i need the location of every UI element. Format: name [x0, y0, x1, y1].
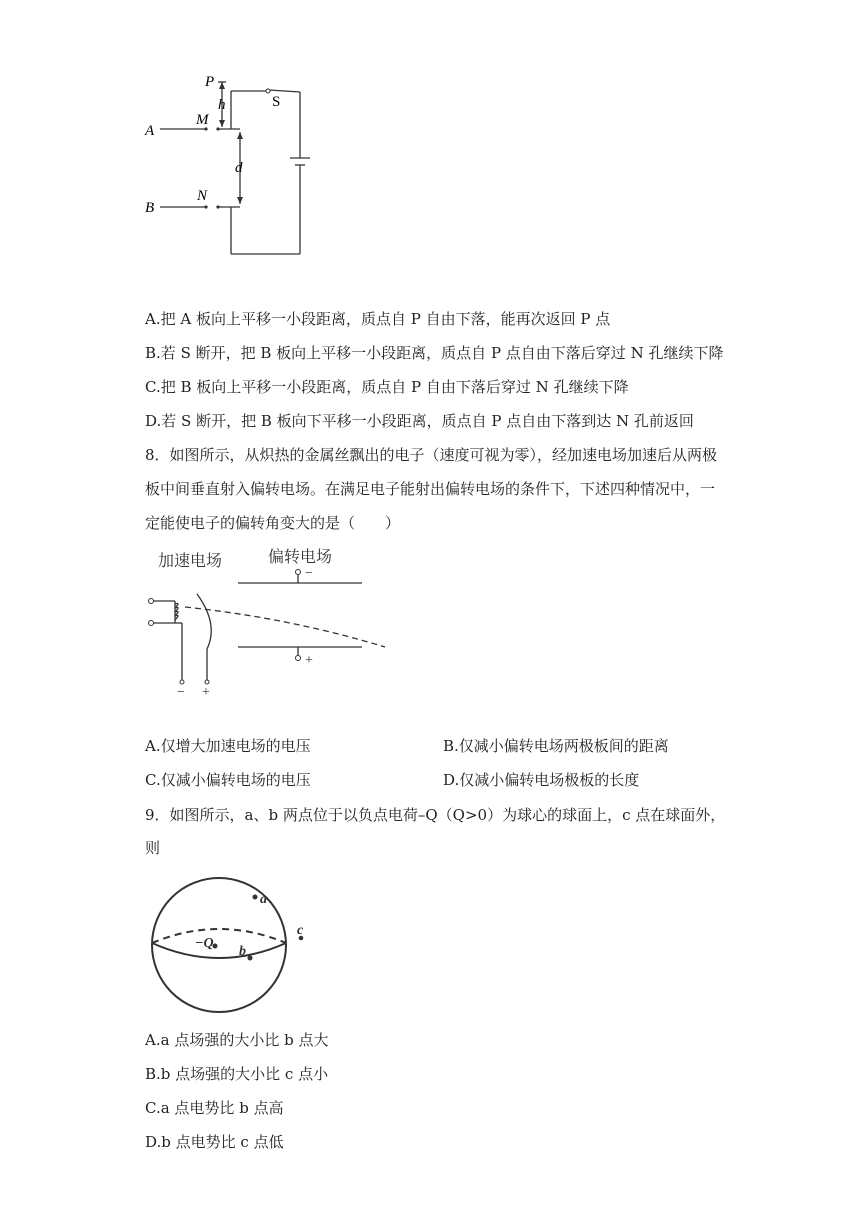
- label-deflect-field: 偏转电场: [268, 549, 333, 566]
- label-a: A: [145, 123, 155, 139]
- q8-stem-line-2: 板中间垂直射入偏转电场。在满足电子能射出偏转电场的条件下，下述四种情况中，一: [145, 480, 716, 498]
- label-plate-minus: −: [305, 566, 313, 581]
- q7-option-d: D.若 S 断开，把 B 板向下平移一小段距离，质点自 P 点自由下落到达 N 孔前返回: [145, 412, 694, 430]
- q8-option-a: A.仅增大加速电场的电压: [145, 737, 311, 755]
- q8-stem-line-1: 8．如图所示，从炽热的金属丝飘出的电子（速度可视为零），经加速电场加速后从两极: [145, 446, 718, 464]
- label-d: d: [235, 160, 243, 176]
- q7-option-c: C.把 B 板向上平移一小段距离，质点自 P 自由下落后穿过 N 孔继续下降: [145, 378, 629, 396]
- q9-stem-line-1: 9．如图所示，a、b 两点位于以负点电荷–Q（Q>0）为球心的球面上，c 点在球面外，: [145, 806, 726, 824]
- label-plate-plus: +: [305, 653, 313, 668]
- q7-option-a: A.把 A 板向上平移一小段距离，质点自 P 自由下落，能再次返回 P 点: [145, 310, 611, 328]
- q7-option-b: B.若 S 断开，把 B 板向上平移一小段距离，质点自 P 点自由下落后穿过 N 孔继续下降: [145, 344, 724, 362]
- label-accel-field: 加速电场: [158, 553, 223, 570]
- electron-deflection-figure: [140, 540, 400, 700]
- q9-option-a: A.a 点场强的大小比 b 点大: [145, 1031, 329, 1049]
- label-point-a: a: [260, 892, 267, 907]
- q8-option-b: B.仅减小偏转电场两极板间的距离: [443, 737, 669, 755]
- label-m: M: [196, 112, 209, 128]
- q8-option-d: D.仅减小偏转电场极板的长度: [443, 771, 640, 789]
- q8-stem-line-3: 定能使电子的偏转角变大的是（ ）: [145, 514, 401, 532]
- label-p: P: [205, 74, 215, 90]
- sphere-charge-figure: [140, 875, 330, 1015]
- label-h: h: [218, 97, 226, 113]
- label-point-b: b: [239, 944, 246, 959]
- label-lead-minus: −: [177, 685, 185, 700]
- label-charge-q: −Q: [195, 936, 214, 951]
- q8-option-c: C.仅减小偏转电场的电压: [145, 771, 311, 789]
- capacitor-circuit-figure: [140, 70, 320, 265]
- q9-option-c: C.a 点电势比 b 点高: [145, 1099, 284, 1117]
- label-lead-plus: +: [202, 685, 210, 700]
- label-b: B: [145, 200, 155, 216]
- label-n: N: [197, 188, 208, 204]
- q9-option-d: D.b 点电势比 c 点低: [145, 1133, 284, 1151]
- label-s: S: [272, 94, 281, 110]
- q9-stem-line-2: 则: [145, 839, 161, 857]
- q9-option-b: B.b 点场强的大小比 c 点小: [145, 1065, 329, 1083]
- label-point-c: c: [297, 923, 304, 938]
